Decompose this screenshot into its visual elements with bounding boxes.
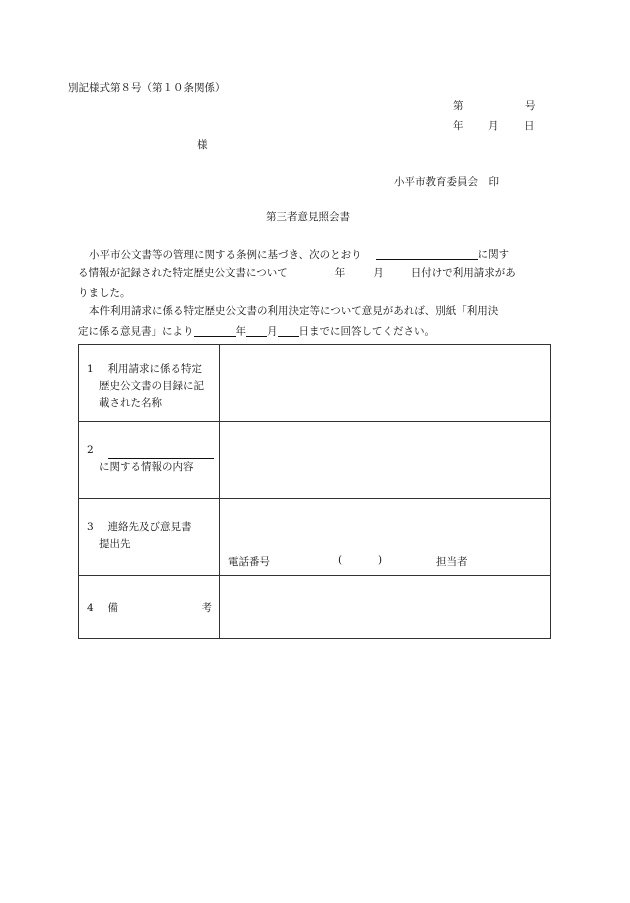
- reply-day-blank: [278, 325, 299, 337]
- paragraph1-line1: [78, 248, 550, 260]
- p2-year: 年: [235, 325, 246, 338]
- sender: 小平市教育委員会 印: [394, 176, 499, 188]
- p1-line2-text: る情報が記録された特定歴史公文書について: [78, 267, 288, 279]
- row1-label: [79, 345, 220, 422]
- p2-line2-tail: 日までに回答してください。: [298, 325, 435, 338]
- p2-month: 月: [267, 325, 278, 338]
- phone-label: 電話番号: [228, 556, 270, 568]
- date-line: [453, 120, 535, 132]
- date-year: 年: [453, 120, 464, 132]
- form-label: 別記様式第８号（第１０条関係）: [68, 82, 226, 94]
- row3-label: [79, 499, 220, 576]
- number-prefix: 第: [453, 100, 464, 112]
- date-month: 月: [488, 120, 499, 132]
- document-number-line: [453, 100, 536, 112]
- contact-person-label: 担当者: [436, 556, 468, 568]
- opinion-inquiry-table: [78, 344, 551, 639]
- p1-month: 月: [373, 267, 384, 279]
- phone-paren-close: ): [378, 554, 383, 566]
- addressee-suffix: 様: [197, 139, 208, 151]
- row2-label-text: 2 に関する情報の内容: [87, 442, 227, 476]
- table-row-record-name: [79, 345, 551, 422]
- document-title: 第三者意見照会書: [266, 211, 350, 223]
- paragraph1-line2: [78, 268, 550, 279]
- p2-line2-text: 定に係る意見書」により: [78, 325, 194, 338]
- info-subject-blank: [108, 447, 214, 459]
- phone-paren-open: (: [338, 554, 343, 566]
- row3-label-text: 3 連絡先及び意見書 提出先: [87, 521, 192, 550]
- row3-value-cell[interactable]: [220, 499, 551, 576]
- table-row-info-content: [79, 422, 551, 499]
- row2-label: [79, 422, 220, 499]
- paragraph1-line3: りました。: [78, 287, 131, 299]
- p2-line1-text: 本件利用請求に係る特定歴史公文書の利用決定等について意見があれば、別紙「利用決: [89, 305, 499, 317]
- p1-text-a: 小平市公文書等の管理に関する条例に基づき、次のとおり: [89, 248, 362, 261]
- table-row-remarks: [79, 576, 551, 639]
- row1-value-cell[interactable]: [220, 345, 551, 422]
- paragraph2-line1: [78, 306, 550, 317]
- reply-month-blank: [246, 325, 267, 337]
- p1-year: 年: [334, 267, 346, 279]
- row4-label: [79, 576, 220, 639]
- row4-label-text: 4 備 考: [87, 602, 212, 614]
- row1-label-text: 1 利用請求に係る特定 歴史公文書の目録に記 載された名称: [87, 363, 204, 409]
- p1-line2-tail: 日付けで利用請求があ: [410, 267, 516, 279]
- p1-text-b: に関す: [477, 248, 510, 261]
- row2-value-cell[interactable]: [220, 422, 551, 499]
- date-day: 日: [524, 120, 535, 132]
- table-row-contact: [79, 499, 551, 576]
- paragraph2-line2: [78, 325, 550, 337]
- subject-blank: [376, 248, 478, 260]
- row4-value-cell[interactable]: [220, 576, 551, 639]
- number-suffix: 号: [525, 100, 536, 112]
- reply-year-blank: [194, 325, 236, 337]
